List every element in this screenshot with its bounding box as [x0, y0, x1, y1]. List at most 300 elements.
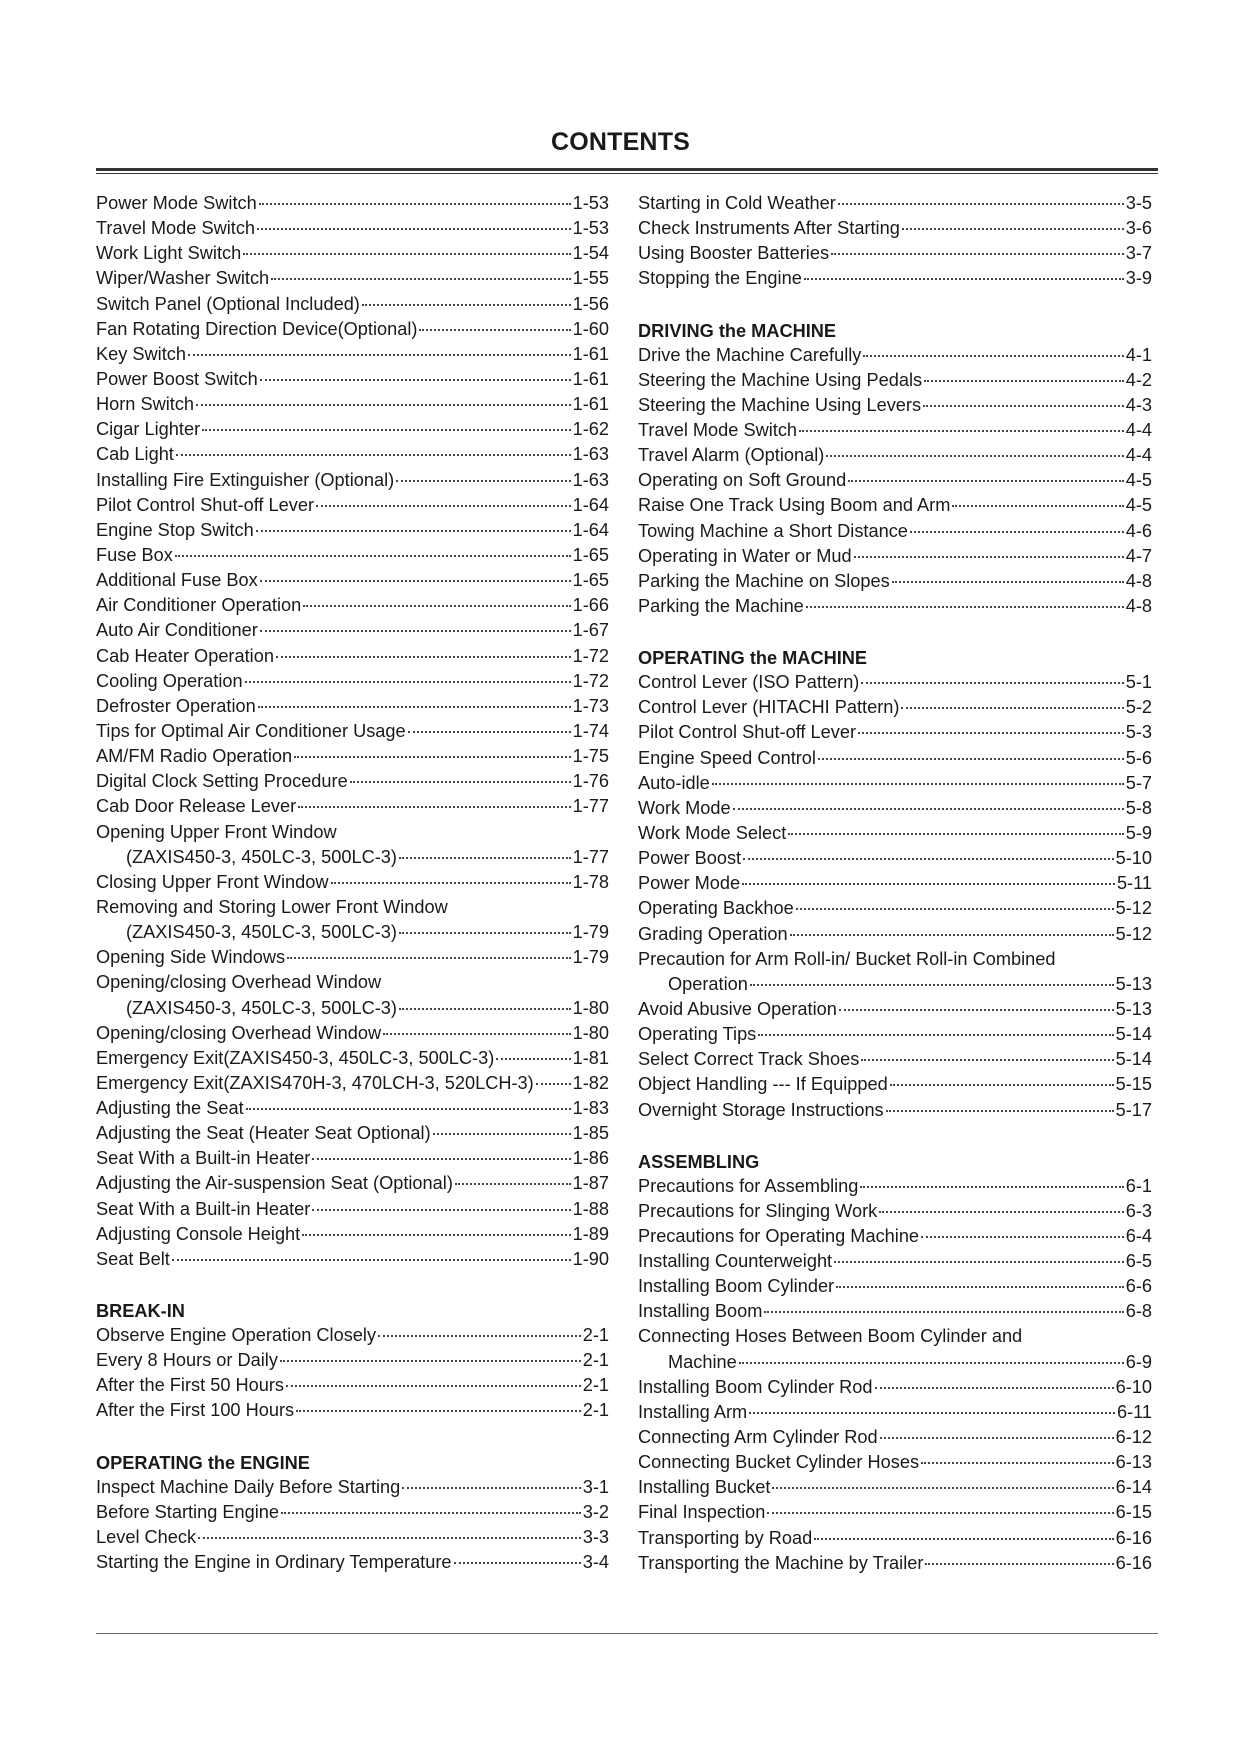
toc-entry-page: 1-66 [572, 595, 609, 616]
toc-entry-title: Travel Mode Switch [638, 419, 798, 440]
toc-entry-title: Power Mode [638, 873, 741, 894]
toc-entry [638, 218, 1152, 243]
toc-entry [96, 1199, 609, 1224]
dot-leader [806, 606, 1124, 608]
toc-entry-page: 4-4 [1125, 445, 1152, 466]
dot-leader [772, 1487, 1113, 1489]
toc-entry-page: 1-72 [572, 645, 609, 666]
dot-leader [858, 732, 1124, 734]
toc-entry [96, 1123, 609, 1148]
dot-leader [923, 405, 1124, 407]
toc-entry-title: Power Boost [638, 848, 742, 869]
toc-entry-title: Installing Boom [638, 1301, 763, 1322]
dot-leader [739, 1362, 1124, 1364]
dot-leader [198, 1537, 581, 1539]
toc-entry [96, 595, 609, 620]
dot-leader [733, 808, 1124, 810]
toc-entry-title: Installing Counterweight [638, 1251, 833, 1272]
dot-leader [455, 1183, 571, 1185]
dot-leader [861, 682, 1123, 684]
page-title: CONTENTS [550, 128, 691, 156]
toc-entry [96, 1173, 609, 1198]
toc-entry-page: 4-5 [1125, 470, 1152, 491]
toc-entry-title: Work Mode Select [638, 822, 787, 843]
dot-leader [312, 1209, 570, 1211]
toc-entry [638, 470, 1152, 495]
dot-leader [257, 228, 571, 230]
dot-leader [286, 1385, 581, 1387]
dot-leader [848, 480, 1123, 482]
dot-leader [243, 253, 570, 255]
dot-leader [879, 1211, 1123, 1213]
toc-entry [96, 419, 609, 444]
toc-entry-title: After the First 100 Hours [96, 1400, 295, 1421]
toc-entry-title: Final Inspection [638, 1502, 766, 1523]
dot-leader [176, 454, 571, 456]
toc-entry-title: Precautions for Operating Machine [638, 1225, 920, 1246]
toc-entry [638, 898, 1152, 923]
toc-entry-page: 5-17 [1115, 1099, 1152, 1120]
toc-entry-page: 4-4 [1125, 419, 1152, 440]
toc-entry-title: Seat With a Built-in Heater [96, 1148, 311, 1169]
dot-leader [924, 380, 1124, 382]
toc-entry [638, 1352, 1152, 1377]
toc-entry-title: Closing Upper Front Window [96, 871, 329, 892]
dot-leader [280, 1360, 581, 1362]
dot-leader [399, 932, 571, 934]
toc-entry [638, 949, 1152, 974]
toc-entry-title: Adjusting the Seat (Heater Seat Optional) [96, 1123, 431, 1144]
dot-leader [836, 1286, 1124, 1288]
toc-entry [96, 847, 609, 872]
toc-entry-page: 1-83 [572, 1098, 609, 1119]
toc-entry [96, 444, 609, 469]
dot-leader [281, 1512, 581, 1514]
toc-entry [638, 1074, 1152, 1099]
toc-entry-page: 1-80 [572, 1022, 609, 1043]
toc-entry [96, 218, 609, 243]
toc-entry [96, 394, 609, 419]
dot-leader [712, 783, 1124, 785]
dot-leader [399, 1008, 571, 1010]
dot-leader [910, 531, 1124, 533]
toc-entry-page: 3-4 [582, 1552, 609, 1573]
toc-entry [96, 545, 609, 570]
toc-entry-title: Avoid Abusive Operation [638, 998, 837, 1019]
toc-entry [638, 1100, 1152, 1125]
toc-entry [96, 1023, 609, 1048]
toc-entry-title: (ZAXIS450-3, 450LC-3, 500LC-3) [126, 922, 397, 943]
toc-entry-page: 4-8 [1125, 570, 1152, 591]
toc-entry-page: 1-86 [572, 1148, 609, 1169]
toc-entry-page: 5-12 [1115, 923, 1152, 944]
toc-entry-title: Steering the Machine Using Pedals [638, 369, 923, 390]
toc-entry-title: Engine Speed Control [638, 747, 816, 768]
toc-entry-title: Observe Engine Operation Closely [96, 1325, 377, 1346]
toc-entry [96, 1073, 609, 1098]
toc-entry-page: 6-10 [1115, 1376, 1152, 1397]
section-heading-break-in: BREAK-IN [96, 1301, 185, 1322]
toc-entry [638, 1477, 1152, 1502]
section-heading-operating-the-machine: OPERATING the MACHINE [638, 648, 868, 669]
toc-entry [638, 395, 1152, 420]
toc-entry [96, 897, 609, 922]
toc-entry [96, 771, 609, 796]
toc-entry [638, 1377, 1152, 1402]
toc-entry [638, 1226, 1152, 1251]
toc-entry-page: 5-10 [1115, 848, 1152, 869]
toc-entry [96, 1477, 609, 1502]
toc-entry-title: Pilot Control Shut-off Lever [638, 722, 857, 743]
toc-entry-title: Stopping the Engine [638, 268, 802, 289]
toc-entry-page: 1-76 [572, 771, 609, 792]
dot-leader [536, 1083, 571, 1085]
toc-entry-title: Additional Fuse Box [96, 570, 258, 591]
dot-leader [362, 304, 571, 306]
toc-entry-page: 5-12 [1115, 898, 1152, 919]
dot-leader [303, 605, 570, 607]
toc-entry-page: 5-8 [1125, 797, 1152, 818]
toc-entry [638, 1553, 1152, 1578]
toc-entry [96, 1375, 609, 1400]
toc-entry-title: Starting the Engine in Ordinary Temperature [96, 1552, 452, 1573]
toc-entry [96, 998, 609, 1023]
dot-leader [287, 957, 571, 959]
toc-entry [96, 1350, 609, 1375]
dot-leader [296, 1410, 581, 1412]
toc-entry-title: Installing Boom Cylinder Rod [638, 1376, 873, 1397]
toc-entry-page: 2-1 [582, 1350, 609, 1371]
dot-leader [921, 1462, 1114, 1464]
toc-entry-page: 6-11 [1116, 1401, 1152, 1422]
toc-right-column [638, 193, 1152, 1578]
toc-entry-page: 1-80 [572, 997, 609, 1018]
toc-entry-page: 6-12 [1115, 1427, 1152, 1448]
dot-leader [276, 656, 571, 658]
toc-entry-page: 5-13 [1115, 973, 1152, 994]
dot-leader [260, 379, 571, 381]
dot-leader [743, 858, 1113, 860]
toc-entry-title: Drive the Machine Carefully [638, 344, 862, 365]
toc-entry [96, 570, 609, 595]
toc-entry-page: 1-75 [572, 746, 609, 767]
dot-leader [875, 1387, 1114, 1389]
toc-entry-page: 1-61 [572, 394, 609, 415]
toc-entry-page: 1-60 [572, 318, 609, 339]
dot-leader [764, 1311, 1123, 1313]
toc-entry-title: Emergency Exit(ZAXIS470H-3, 470LCH-3, 520LCH-3) [96, 1072, 534, 1093]
toc-entry-page: 2-1 [582, 1325, 609, 1346]
toc-entry-page: 1-56 [572, 293, 609, 314]
toc-entry-title: Cigar Lighter [96, 419, 201, 440]
toc-entry [638, 1427, 1152, 1452]
toc-entry-title: Defroster Operation [96, 695, 256, 716]
toc-entry-title: Towing Machine a Short Distance [638, 520, 908, 541]
toc-entry [638, 773, 1152, 798]
toc-entry [638, 974, 1152, 999]
toc-entry [96, 319, 609, 344]
toc-entry-page: 2-1 [582, 1375, 609, 1396]
toc-entry [96, 369, 609, 394]
toc-entry-page: 4-8 [1125, 595, 1152, 616]
dot-leader [256, 530, 571, 532]
toc-entry-page: 1-53 [572, 218, 609, 239]
toc-entry-page: 5-13 [1115, 998, 1152, 1019]
dot-leader [188, 354, 571, 356]
dot-leader [854, 556, 1124, 558]
toc-entry [638, 999, 1152, 1024]
toc-entry [96, 520, 609, 545]
toc-entry [638, 1201, 1152, 1226]
toc-entry [96, 1325, 609, 1350]
toc-entry [638, 1049, 1152, 1074]
toc-entry-title: Connecting Arm Cylinder Rod [638, 1427, 878, 1448]
toc-entry-page: 1-73 [572, 695, 609, 716]
toc-entry-title: Pilot Control Shut-off Lever [96, 494, 315, 515]
toc-entry-page: 5-15 [1115, 1074, 1152, 1095]
toc-entry-title: Wiper/Washer Switch [96, 268, 270, 289]
toc-entry-title: Installing Bucket [638, 1477, 771, 1498]
toc-entry-title: Auto-idle [638, 772, 710, 793]
dot-leader [886, 1110, 1114, 1112]
dot-leader [246, 1108, 571, 1110]
dot-leader [796, 908, 1114, 910]
toc-entry-title: Using Booster Batteries [638, 243, 830, 264]
toc-entry-title: Power Boost Switch [96, 368, 258, 389]
dot-leader [258, 706, 571, 708]
dot-leader [294, 756, 571, 758]
dot-leader [790, 934, 1114, 936]
toc-entry [96, 1048, 609, 1073]
dot-leader [861, 1059, 1113, 1061]
section-heading-operating-the-engine: OPERATING the ENGINE [96, 1452, 310, 1473]
toc-entry-page: 1-81 [572, 1047, 609, 1068]
toc-entry [96, 1527, 609, 1552]
toc-entry-page: 1-53 [572, 193, 609, 213]
toc-entry-title: Air Conditioner Operation [96, 595, 302, 616]
toc-entry-page: 3-5 [1125, 193, 1152, 213]
toc-entry-page: 5-11 [1116, 873, 1152, 894]
toc-entry-title: Connecting Hoses Between Boom Cylinder and [638, 1326, 1023, 1347]
toc-entry [96, 972, 609, 997]
toc-entry-page: 1-79 [572, 922, 609, 943]
toc-entry-page: 5-3 [1125, 722, 1152, 743]
toc-entry-page: 5-2 [1125, 697, 1152, 718]
toc-entry-page: 1-79 [572, 947, 609, 968]
toc-entry-title: Opening Side Windows [96, 947, 286, 968]
toc-entry-page: 3-1 [582, 1476, 609, 1497]
dot-leader [419, 329, 570, 331]
toc-entry-title: Every 8 Hours or Daily [96, 1350, 278, 1371]
toc-entry [638, 420, 1152, 445]
toc-entry [96, 1098, 609, 1123]
toc-entry [96, 1502, 609, 1527]
toc-entry [638, 268, 1152, 293]
dot-leader [172, 1259, 571, 1261]
dot-leader [890, 1084, 1114, 1086]
toc-entry-page: 1-61 [572, 368, 609, 389]
toc-entry-page: 3-6 [1125, 218, 1152, 239]
toc-entry-page: 1-55 [572, 268, 609, 289]
toc-entry [638, 1402, 1152, 1427]
toc-entry [96, 1400, 609, 1425]
toc-entry-title: Emergency Exit(ZAXIS450-3, 450LC-3, 500LC-3) [96, 1047, 495, 1068]
dot-leader [814, 1538, 1113, 1540]
toc-entry [96, 193, 609, 218]
toc-entry-page: 4-5 [1125, 495, 1152, 516]
dot-leader [331, 882, 571, 884]
toc-entry-title: Connecting Bucket Cylinder Hoses [638, 1452, 920, 1473]
dot-leader [863, 355, 1123, 357]
toc-entry [96, 696, 609, 721]
toc-entry-page: 1-54 [572, 243, 609, 264]
toc-entry-title: Object Handling --- If Equipped [638, 1074, 888, 1095]
toc-entry-title: Transporting by Road [638, 1527, 813, 1548]
toc-entry-page: 4-1 [1125, 344, 1152, 365]
toc-entry [638, 596, 1152, 621]
toc-entry-title: Opening Upper Front Window [96, 821, 337, 842]
dot-leader [302, 1234, 570, 1236]
toc-entry [638, 1276, 1152, 1301]
toc-entry-page: 1-90 [572, 1248, 609, 1269]
toc-entry [638, 1251, 1152, 1276]
toc-entry-title: Parking the Machine on Slopes [638, 570, 890, 591]
toc-entry-page: 1-64 [572, 494, 609, 515]
dot-leader [196, 404, 571, 406]
toc-entry-page: 4-3 [1125, 394, 1152, 415]
toc-entry-title: Operating in Water or Mud [638, 545, 852, 566]
toc-entry-title: Raise One Track Using Boom and Arm [638, 495, 951, 516]
toc-entry-page: 1-74 [572, 720, 609, 741]
toc-entry-title: Transporting the Machine by Trailer [638, 1552, 924, 1573]
toc-entry-page: 6-14 [1115, 1477, 1152, 1498]
toc-entry [638, 873, 1152, 898]
toc-entry-page: 6-3 [1125, 1200, 1152, 1221]
toc-entry [96, 1249, 609, 1274]
toc-entry [96, 620, 609, 645]
toc-entry-page: 5-1 [1125, 672, 1152, 693]
toc-entry-page: 1-65 [572, 570, 609, 591]
toc-entry-title: Digital Clock Setting Procedure [96, 771, 348, 792]
toc-entry-page: 6-16 [1115, 1552, 1152, 1573]
dot-leader [316, 505, 571, 507]
toc-entry-title: Control Lever (HITACHI Pattern) [638, 697, 900, 718]
toc-entry [96, 1224, 609, 1249]
toc-entry [638, 1452, 1152, 1477]
toc-entry-page: 1-65 [572, 544, 609, 565]
toc-entry-page: 1-63 [572, 444, 609, 465]
toc-entry [638, 798, 1152, 823]
dot-leader [750, 984, 1114, 986]
dot-leader [378, 1335, 581, 1337]
toc-entry-title: Starting in Cold Weather [638, 193, 836, 213]
toc-entry [96, 646, 609, 671]
toc-entry [96, 344, 609, 369]
toc-entry-title: AM/FM Radio Operation [96, 746, 293, 767]
toc-entry-title: Opening/closing Overhead Window [96, 1022, 382, 1043]
toc-entry-title: Travel Alarm (Optional) [638, 445, 825, 466]
dot-leader [742, 883, 1115, 885]
toc-entry [96, 947, 609, 972]
title-rule [96, 168, 1158, 174]
toc-entry-title: Cab Heater Operation [96, 645, 274, 666]
toc-entry [638, 1326, 1152, 1351]
toc-entry-title: Grading Operation [638, 923, 788, 944]
dot-leader [350, 781, 571, 783]
toc-entry-title: (ZAXIS450-3, 450LC-3, 500LC-3) [126, 846, 397, 867]
toc-entry-title: After the First 50 Hours [96, 1375, 285, 1396]
toc-entry-title: (ZAXIS450-3, 450LC-3, 500LC-3) [126, 997, 397, 1018]
toc-entry-title: Operating on Soft Ground [638, 470, 847, 491]
toc-entry-title: Travel Mode Switch [96, 218, 256, 239]
toc-entry-title: Precautions for Assembling [638, 1175, 859, 1196]
dot-leader [408, 731, 571, 733]
toc-entry-page: 6-8 [1125, 1301, 1152, 1322]
toc-entry-title: Parking the Machine [638, 595, 804, 616]
toc-entry [638, 697, 1152, 722]
toc-entry-page: 1-64 [572, 519, 609, 540]
toc-entry-title: Overnight Storage Instructions [638, 1099, 884, 1120]
toc-entry-page: 6-13 [1115, 1452, 1152, 1473]
toc-entry-title: Auto Air Conditioner [96, 620, 258, 641]
toc-entry-page: 1-61 [572, 343, 609, 364]
toc-entry [638, 722, 1152, 747]
toc-entry-title: Precaution for Arm Roll-in/ Bucket Roll-in Combined [638, 948, 1056, 969]
toc-entry-page: 6-1 [1125, 1175, 1152, 1196]
toc-entry [96, 746, 609, 771]
toc-entry-title: Cab Door Release Lever [96, 796, 297, 817]
dot-leader [901, 707, 1123, 709]
dot-leader [496, 1058, 570, 1060]
toc-entry [638, 546, 1152, 571]
toc-entry [96, 671, 609, 696]
dot-leader [921, 1236, 1124, 1238]
dot-leader [298, 806, 570, 808]
toc-entry [96, 1148, 609, 1173]
dot-leader [831, 253, 1124, 255]
toc-entry-page: 1-78 [572, 871, 609, 892]
toc-entry-page: 1-87 [572, 1173, 609, 1194]
toc-entry-title: Cab Light [96, 444, 174, 465]
toc-entry-page: 1-77 [572, 846, 609, 867]
dot-leader [260, 630, 571, 632]
toc-entry-page: 1-82 [572, 1072, 609, 1093]
toc-entry-title: Level Check [96, 1526, 197, 1547]
toc-entry-title: Before Starting Engine [96, 1501, 280, 1522]
dot-leader [902, 228, 1124, 230]
dot-leader [826, 455, 1123, 457]
footer-rule [96, 1633, 1158, 1634]
toc-entry-title: Check Instruments After Starting [638, 218, 900, 239]
toc-entry-title: Control Lever (ISO Pattern) [638, 672, 860, 693]
toc-entry [638, 1176, 1152, 1201]
dot-leader [925, 1563, 1113, 1565]
dot-leader [758, 1034, 1113, 1036]
toc-entry-page: 6-6 [1125, 1276, 1152, 1297]
toc-entry-title: Precautions for Slinging Work [638, 1200, 878, 1221]
toc-entry [96, 872, 609, 897]
toc-entry-page: 5-7 [1125, 772, 1152, 793]
toc-entry-page: 3-3 [582, 1526, 609, 1547]
dot-leader [788, 833, 1123, 835]
dot-leader [312, 1158, 570, 1160]
toc-entry-title: Machine [668, 1351, 737, 1372]
toc-entry [638, 924, 1152, 949]
toc-entry [96, 822, 609, 847]
toc-entry-page: 3-9 [1125, 268, 1152, 289]
toc-entry-page: 6-16 [1115, 1527, 1152, 1548]
toc-entry [638, 1024, 1152, 1049]
